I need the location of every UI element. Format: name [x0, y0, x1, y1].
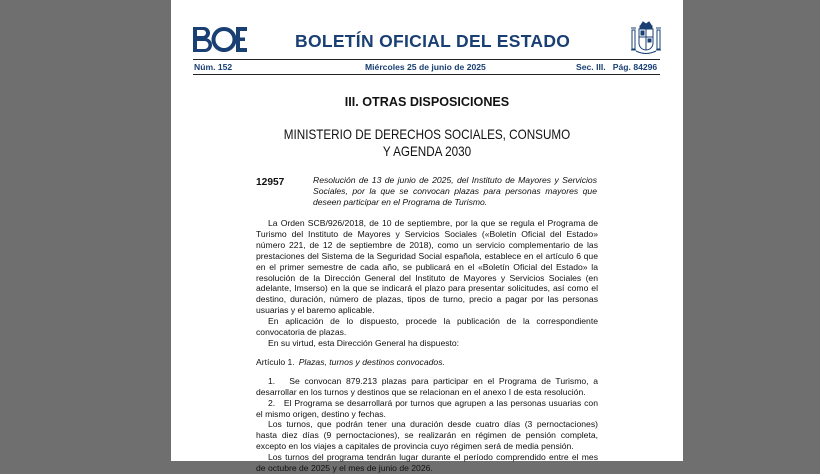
gazette-title: BOLETÍN OFICIAL DEL ESTADO	[295, 31, 571, 51]
header-rule-bottom	[193, 74, 660, 75]
paragraph: La Orden SCB/926/2018, de 10 de septiembre, por la que se regula el Programa de Turismo del Instituto de Mayores y Servicios Sociales («Boletín Oficial del Estado» número 221, de 12 de septiembre de 2018), como un servicio complementario de las prestaciones del Sistema de la Seguridad Social española, establece en el artículo 6 que en el primer semestre de cada año, se publicará en el «Boletín Oficial del Estado» la resolución de la Dirección General del Instituto de Mayores y Servicios Sociales (en adelante, Imserso) en la que se indicará el plazo para presentar solicitudes, así como el destino, duración, número de plazas, tipos de turno, precio a pagar por las personas usuarias y el baremo aplicable.	[256, 218, 598, 316]
document-body	[256, 218, 601, 474]
paragraph: 1. Se convocan 879.213 plazas para participar en el Programa de Turismo, a desarrollar en los turnos y destinos que se relacionan en el anexo I de esta resolución.	[256, 375, 601, 397]
paragraph: En su virtud, esta Dirección General ha dispuesto:	[268, 337, 460, 348]
issue-number: Núm. 152	[194, 62, 233, 72]
section-page: Sec. III. Pág. 84296	[576, 62, 658, 72]
disposition-summary: Resolución de 13 de junio de 2025, del Instituto de Mayores y Servicios Sociales, por la que se convocan plazas para personas mayores que deseen participar en el Programa de Turismo.	[313, 175, 597, 207]
ministry-heading	[207, 126, 647, 160]
coat-of-arms-icon	[630, 21, 662, 57]
disposition-number: 12957	[256, 177, 285, 188]
boe-logo	[193, 26, 247, 53]
article-heading	[256, 357, 598, 368]
issue-date: Miércoles 25 de junio de 2025	[365, 62, 486, 72]
paragraph: Los turnos, que podrán tener una duración desde cuatro días (3 pernoctaciones) hasta diez días (9 pernoctaciones), se realizarán en régimen de pensión completa, excepto en los viajes a capitales de provincia cuyo régimen será de media pensión.	[256, 419, 598, 452]
section-heading: III. OTRAS DISPOSICIONES	[344, 95, 510, 109]
ministry-line-1: MINISTERIO DE DERECHOS SOCIALES, CONSUMO	[283, 127, 571, 142]
document-page	[171, 0, 683, 474]
ministry-line-2: Y AGENDA 2030	[382, 144, 472, 159]
paragraph: 2. El Programa se desarrollará por turnos que agrupen a las personas usuarias con el mismo origen, destino y fechas.	[256, 397, 601, 419]
header-rule-top	[193, 59, 660, 60]
article-label: Artículo 1.	[256, 356, 295, 367]
paragraph: En aplicación de lo dispuesto, procede la publicación de la correspondiente convocatoria de plazas.	[256, 316, 598, 338]
article-title: Plazas, turnos y destinos convocados.	[298, 356, 445, 367]
paragraph: Los turnos del programa tendrán lugar durante el período comprendido entre el mes de octubre de 2025 y el mes de junio de 2026.	[256, 452, 598, 474]
